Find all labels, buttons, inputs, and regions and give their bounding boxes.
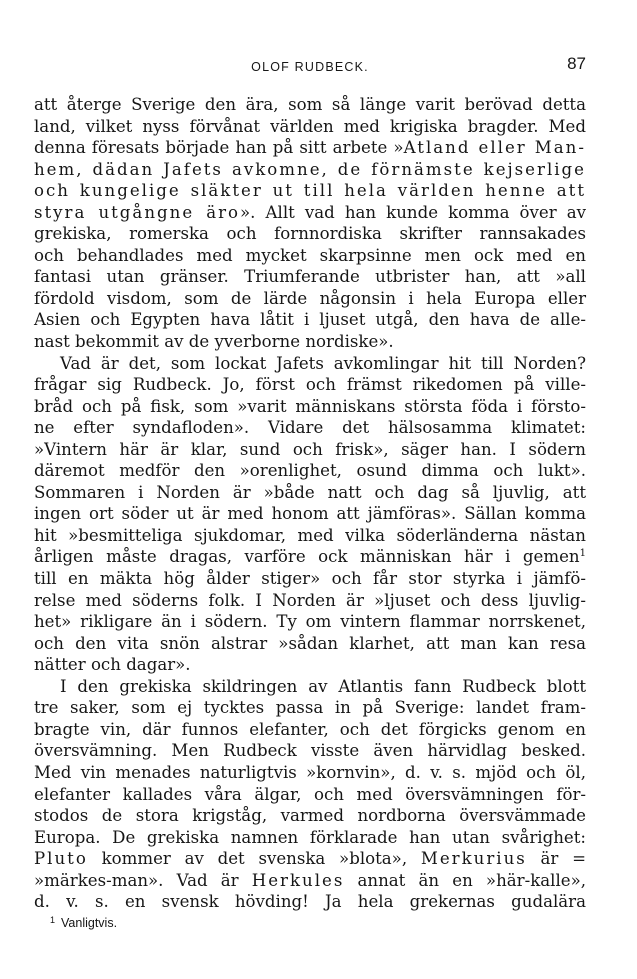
text-line: ne efter syndafloden». Vidare det hälsosamma klimatet: <box>34 418 586 438</box>
text-line: Vad är det, som lockat Jafets avkomlingar hit till Norden? <box>60 353 586 373</box>
text-line: I den grekiska skildringen av Atlantis fann Rudbeck blott <box>60 676 586 696</box>
footnote-reference: 1 <box>579 548 586 560</box>
text-line: grekiska, romerska och fornnordiska skrifter rannsakades <box>34 224 586 244</box>
text-line: och behandlades med mycket skarpsinne men ock med en <box>34 245 586 265</box>
text-line: d. v. s. en svensk hövding! Ja hela grekernas gudalära <box>34 892 586 912</box>
running-head <box>34 50 586 80</box>
text-line: het» rikligare än i södern. Ty om vintern flammar norrskenet, <box>34 612 586 632</box>
text-line: till en mäkta hög ålder stiger» och får stor styrka i jämfö- <box>34 569 586 589</box>
spaced-name: Merkurius <box>420 849 527 869</box>
footnote-text: Vanligtvis. <box>61 916 118 930</box>
running-title: OLOF RUDBECK. <box>251 60 369 74</box>
spaced-title: styra utgångne äro <box>34 202 241 222</box>
text-line: att återge Sverige den ära, som så länge varit berövad detta <box>34 95 586 114</box>
text-line: översvämning. Men Rudbeck visste även härvidlag besked. <box>34 741 586 761</box>
text-line: relse med söderns folk. I Norden är »ljuset och dess ljuvlig- <box>34 590 586 610</box>
text-line: »märkes-man». Vad är Herkules annat än en »här-kalle», <box>34 870 586 890</box>
footnote-number: 1 <box>50 915 56 925</box>
text-line: årligen måste dragas, varföre ock människan här i gemen$^1$ <box>34 547 586 567</box>
text-line: frågar sig Rudbeck. Jo, först och främst rikedomen på ville- <box>34 375 586 395</box>
text-line: Sommaren i Norden är »både natt och dag så ljuvlig, att <box>34 482 586 502</box>
text-line: »Vintern här är klar, sund och frisk», säger han. I södern <box>34 439 586 459</box>
text-line: bragte vin, där funnos elefanter, och det förgicks genom en <box>34 719 586 739</box>
text-line: elefanter kallades våra älgar, och med översvämningen för- <box>34 784 586 804</box>
spaced-name: Pluto <box>34 849 88 869</box>
text-line: tre saker, som ej tycktes passa in på Sverige: landet fram- <box>34 698 586 718</box>
text-line: nätter och dagar». <box>34 655 191 675</box>
text-line: däremot medför den »orenlighet, osund dimma och lukt». <box>34 461 586 481</box>
spaced-title: Atland eller Man- <box>403 138 586 158</box>
spaced-name: Herkules <box>251 870 345 890</box>
text-line: och den vita snön alstrar »sådan klarhet, att man kan resa <box>34 633 586 653</box>
text-line: bråd och på fisk, som »varit människans största föda i försto- <box>34 396 586 416</box>
text-line-spaced: hem, dädan Jafets avkomne, de förnämste kejserlige <box>34 159 586 179</box>
page-number: 87 <box>567 54 586 73</box>
text-line-spaced: och kungelige släkter ut till hela världen henne att <box>34 181 586 201</box>
text-line: Pluto kommer av det svenska »blota», Merkurius är = <box>34 849 587 869</box>
text-line: styra utgångne äro». Allt vad han kunde komma över av <box>34 202 587 222</box>
text-line: fördold visdom, som de lärde någonsin i hela Europa eller <box>34 288 586 308</box>
text-line: land, vilket nyss förvånat världen med krigiska bragder. Med <box>34 116 586 136</box>
body-text <box>34 94 586 913</box>
text-line: nast bekommit av de yverborne nordiske». <box>34 332 394 352</box>
text-line: Asien och Egypten hava låtit i ljuset utgå, den hava de alle- <box>34 310 586 330</box>
footnote <box>50 915 117 930</box>
text-line: denna föresats började han på sitt arbete »Atland eller Man- <box>34 138 586 158</box>
text-line: ingen ort söder ut är med honom att jämföras». Sällan komma <box>34 504 586 524</box>
text-line: Med vin menades naturligtvis »kornvin», d. v. s. mjöd och öl, <box>34 762 586 782</box>
text-line: hit »besmitteliga sjukdomar, med vilka söderländerna nästan <box>34 525 586 545</box>
text-line: fantasi utan gränser. Triumferande utbrister han, att »all <box>34 267 586 287</box>
text-line: stodos de stora krigståg, varmed nordborna översvämmade <box>34 806 586 826</box>
text-line: Europa. De grekiska namnen förklarade han utan svårighet: <box>34 827 586 847</box>
